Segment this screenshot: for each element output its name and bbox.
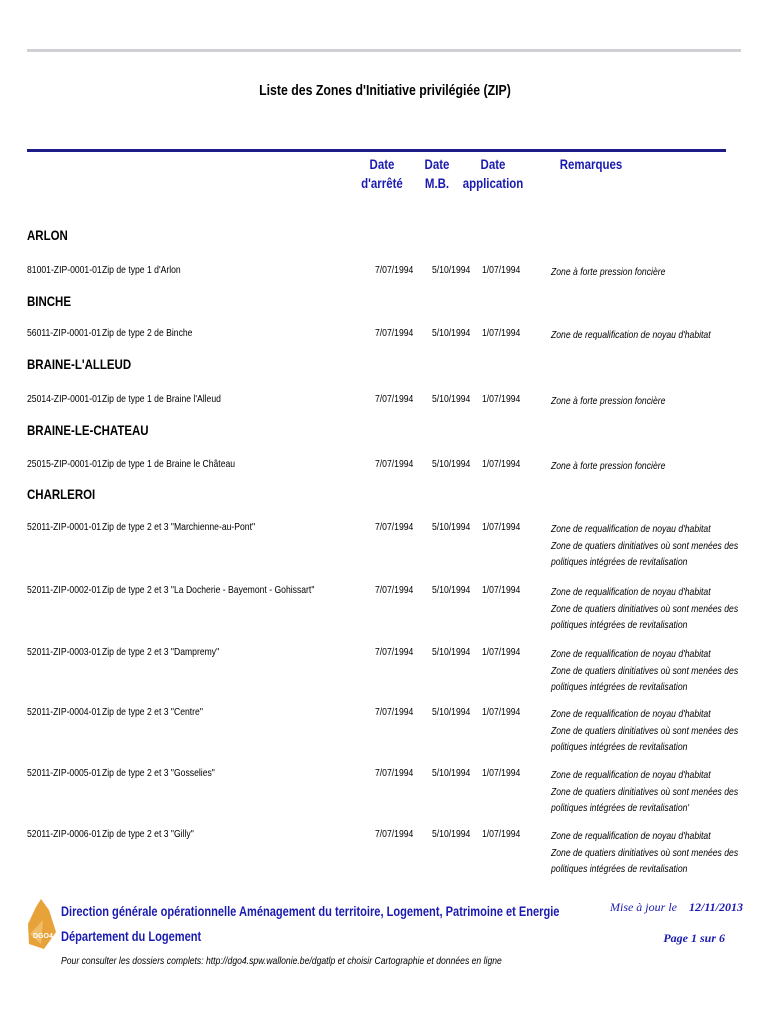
- remark-line: Zone à forte pression foncière: [551, 460, 666, 472]
- remarks: [551, 706, 738, 756]
- date-arrete: 7/07/1994: [375, 706, 414, 718]
- remark-line: Zone de requalification de noyau d'habitat: [551, 586, 711, 598]
- date-application: 1/07/1994: [482, 767, 521, 779]
- remark-line: politiques intégrées de revitalisation: [551, 619, 688, 631]
- header-rule: [27, 149, 726, 152]
- remark-line: politiques intégrées de revitalisation: [551, 556, 688, 568]
- remark-line: Zone de requalification de noyau d'habitat: [551, 648, 711, 660]
- zip-label: Zip de type 2 et 3 "Gilly": [102, 828, 194, 840]
- remark-line: Zone à forte pression foncière: [551, 395, 666, 407]
- page-number: Page 1 sur 6: [663, 931, 725, 945]
- remark-line: politiques intégrées de revitalisation: [551, 863, 688, 875]
- zip-label: Zip de type 2 et 3 "La Docherie - Bayemont - Gohissart": [102, 584, 315, 596]
- zip-code: 52011-ZIP-0003-01: [27, 646, 102, 658]
- date-mb: 5/10/1994: [432, 264, 471, 276]
- remark-line: Zone de quatiers dinitiatives où sont menées des: [551, 785, 739, 798]
- remark-line: Zone de quatiers dinitiatives où sont menées des: [551, 724, 739, 737]
- zip-code: 56011-ZIP-0001-01: [27, 327, 102, 339]
- date-mb: 5/10/1994: [432, 458, 471, 470]
- date-arrete: 7/07/1994: [375, 584, 414, 596]
- section-heading: BINCHE: [27, 293, 72, 309]
- date-application: 1/07/1994: [482, 327, 521, 339]
- remark-line: Zone de requalification de noyau d'habitat: [551, 329, 711, 341]
- date-arrete: 7/07/1994: [375, 393, 414, 405]
- date-arrete: 7/07/1994: [375, 767, 414, 779]
- top-divider: [27, 49, 741, 52]
- section-heading: ARLON: [27, 227, 68, 243]
- remark-line: Zone de requalification de noyau d'habitat: [551, 708, 711, 720]
- zip-code: 52011-ZIP-0005-01: [27, 767, 102, 779]
- date-arrete: 7/07/1994: [375, 264, 414, 276]
- update-date: 12/11/2013: [688, 900, 743, 914]
- column-date-application-line2: application: [462, 175, 524, 191]
- date-mb: 5/10/1994: [432, 393, 471, 405]
- section-heading: BRAINE-LE-CHATEAU: [27, 422, 149, 438]
- column-date-application-line1: Date: [480, 156, 506, 172]
- date-application: 1/07/1994: [482, 828, 521, 840]
- column-date-mb: [415, 155, 459, 193]
- remarks: [551, 828, 738, 878]
- date-application: 1/07/1994: [482, 584, 521, 596]
- remark-line: Zone à forte pression foncière: [551, 266, 666, 278]
- remark-line: Zone de requalification de noyau d'habitat: [551, 769, 711, 781]
- remark-line: politiques intégrées de revitalisation': [551, 802, 690, 814]
- remark-line: politiques intégrées de revitalisation: [551, 681, 688, 693]
- page-title: Liste des Zones d'Initiative privilégiée (ZIP): [259, 82, 511, 99]
- remarks: [551, 393, 665, 410]
- zip-code: 25014-ZIP-0001-01: [27, 393, 102, 405]
- remark-line: Zone de requalification de noyau d'habitat: [551, 830, 711, 842]
- update-info: [610, 900, 743, 915]
- date-application: 1/07/1994: [482, 458, 521, 470]
- date-application: 1/07/1994: [482, 646, 521, 658]
- date-application: 1/07/1994: [482, 521, 521, 533]
- update-label: Mise à jour le: [609, 900, 677, 914]
- remarks: [551, 646, 738, 696]
- column-date-mb-line1: Date: [424, 156, 450, 172]
- date-application: 1/07/1994: [482, 393, 521, 405]
- column-date-application: [459, 155, 526, 193]
- remarks: [551, 767, 738, 817]
- remarks: [551, 458, 665, 475]
- date-arrete: 7/07/1994: [375, 646, 414, 658]
- zip-label: Zip de type 2 de Binche: [102, 327, 193, 339]
- zip-code: 52011-ZIP-0001-01: [27, 521, 102, 533]
- remarks: [551, 264, 665, 281]
- column-date-mb-line2: M.B.: [424, 175, 450, 191]
- remark-line: politiques intégrées de revitalisation: [551, 741, 688, 753]
- column-date-arrete-line2: d'arrêté: [361, 175, 403, 191]
- date-arrete: 7/07/1994: [375, 327, 414, 339]
- remark-line: Zone de quatiers dinitiatives où sont menées des: [551, 846, 739, 859]
- zip-code: 25015-ZIP-0001-01: [27, 458, 102, 470]
- zip-code: 52011-ZIP-0002-01: [27, 584, 102, 596]
- footer-note: Pour consulter les dossiers complets: http://dgo4.spw.wallonie.be/dgatlp et choisir Cartographie et données en ligne: [61, 955, 502, 967]
- date-arrete: 7/07/1994: [375, 458, 414, 470]
- section-heading: BRAINE-L'ALLEUD: [27, 356, 132, 372]
- date-mb: 5/10/1994: [432, 706, 471, 718]
- section-heading: CHARLEROI: [27, 486, 96, 502]
- date-arrete: 7/07/1994: [375, 521, 414, 533]
- date-application: 1/07/1994: [482, 264, 521, 276]
- zip-code: 52011-ZIP-0006-01: [27, 828, 102, 840]
- date-mb: 5/10/1994: [432, 828, 471, 840]
- remarks: [551, 327, 711, 344]
- remarks: [551, 584, 738, 634]
- zip-code: 52011-ZIP-0004-01: [27, 706, 102, 718]
- date-mb: 5/10/1994: [432, 327, 471, 339]
- zip-label: Zip de type 2 et 3 "Centre": [102, 706, 203, 718]
- remark-line: Zone de requalification de noyau d'habitat: [551, 523, 711, 535]
- column-date-arrete-line1: Date: [369, 156, 395, 172]
- zip-label: Zip de type 2 et 3 "Dampremy": [102, 646, 220, 658]
- zip-label: Zip de type 2 et 3 "Marchienne-au-Pont": [102, 521, 256, 533]
- zip-label: Zip de type 1 d'Arlon: [102, 264, 181, 276]
- date-mb: 5/10/1994: [432, 584, 471, 596]
- date-application: 1/07/1994: [482, 706, 521, 718]
- date-mb: 5/10/1994: [432, 646, 471, 658]
- remarks: [551, 521, 738, 571]
- zip-label: Zip de type 2 et 3 "Gosselies": [102, 767, 215, 779]
- date-arrete: 7/07/1994: [375, 828, 414, 840]
- date-mb: 5/10/1994: [432, 521, 471, 533]
- footer-direction: Direction générale opérationnelle Aménagement du territoire, Logement, Patrimoine et Energie: [61, 904, 560, 919]
- zip-label: Zip de type 1 de Braine l'Alleud: [102, 393, 221, 405]
- column-date-arrete: [352, 155, 413, 193]
- remark-line: Zone de quatiers dinitiatives où sont menées des: [551, 664, 739, 677]
- zip-label: Zip de type 1 de Braine le Château: [102, 458, 236, 470]
- dgo4-logo: [27, 898, 57, 950]
- footer-departement: Département du Logement: [61, 929, 202, 944]
- zip-code: 81001-ZIP-0001-01: [27, 264, 102, 276]
- date-mb: 5/10/1994: [432, 767, 471, 779]
- logo-text: DGO4: [33, 933, 53, 940]
- remark-line: Zone de quatiers dinitiatives où sont menées des: [551, 539, 739, 552]
- column-remarques: [559, 155, 623, 174]
- column-remarques-label: Remarques: [559, 156, 623, 172]
- remark-line: Zone de quatiers dinitiatives où sont menées des: [551, 602, 739, 615]
